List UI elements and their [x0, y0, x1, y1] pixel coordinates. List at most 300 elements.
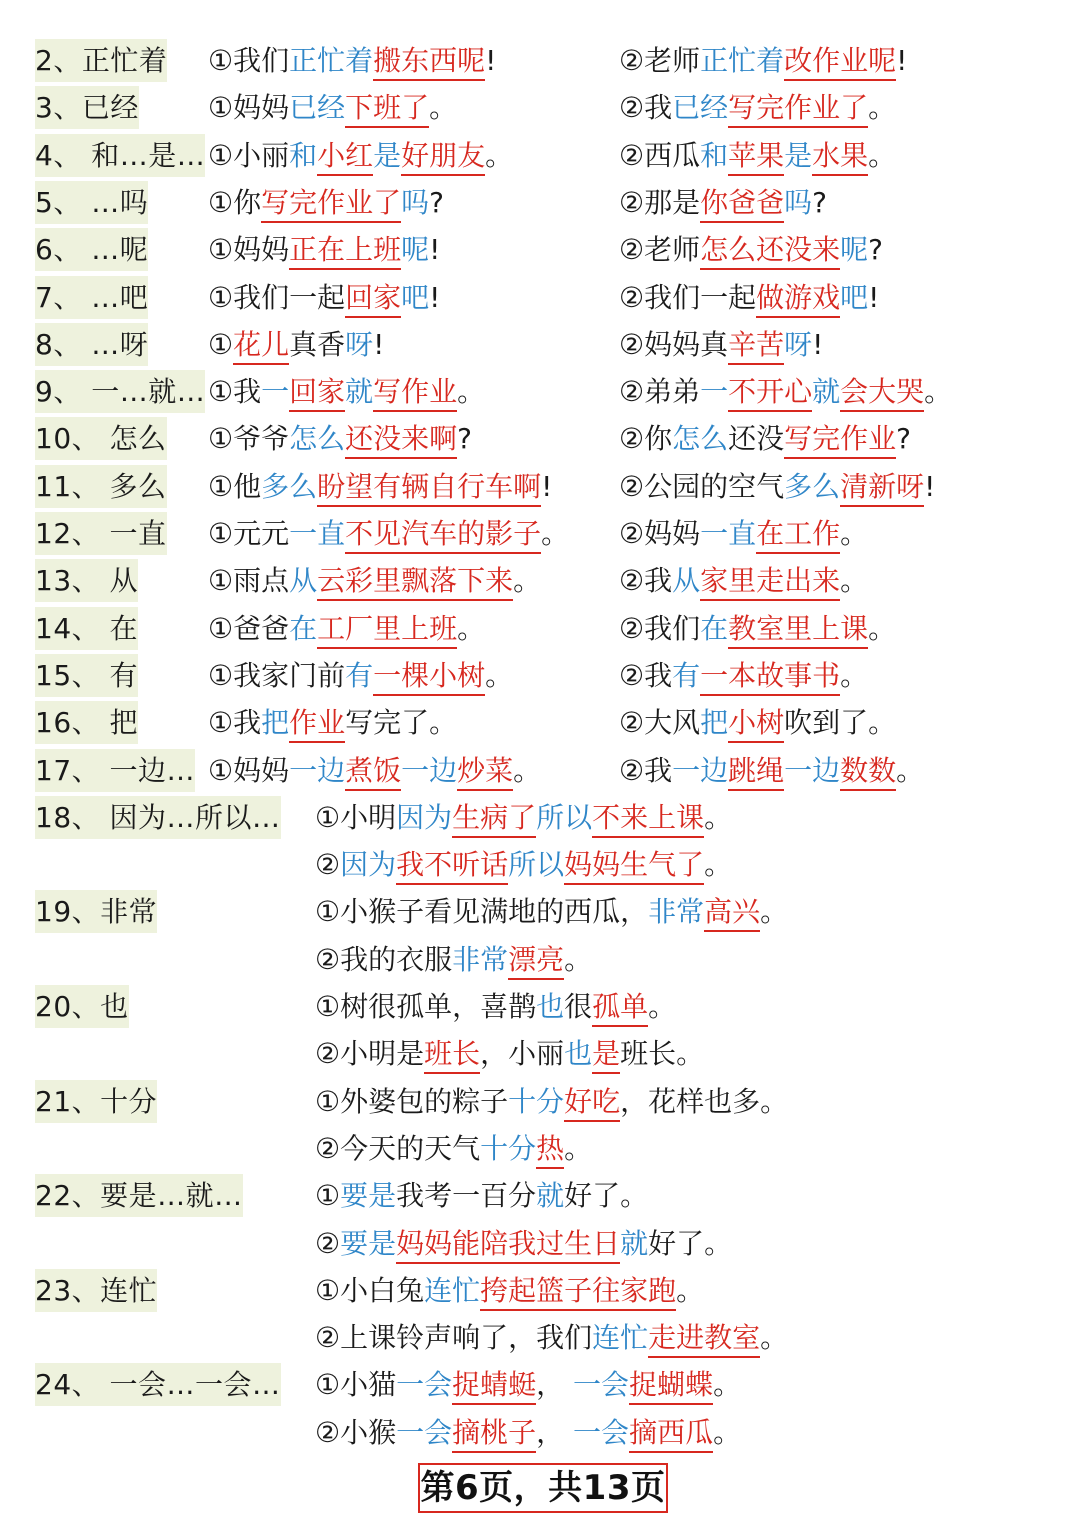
sentence-row: [0, 179, 1080, 226]
plain-text: ①雨点: [208, 564, 290, 598]
keyword-text: 所以: [508, 848, 565, 882]
plain-text: !: [924, 469, 936, 503]
plain-text: ①小白兔: [315, 1273, 425, 1307]
keyword-text: 把: [261, 706, 290, 740]
sentence-row: [0, 605, 1080, 652]
sentence-row: [0, 557, 1080, 604]
keyword-text: 从: [672, 564, 701, 598]
example-sentence: [315, 1314, 788, 1361]
keyword-text: 吗: [784, 185, 813, 219]
keyword-text: 是: [373, 138, 402, 172]
underlined-phrase: 家里走出来: [700, 563, 840, 601]
keyword-text: 一会: [396, 1415, 453, 1449]
example-sentence: [315, 888, 788, 935]
example-sentence: [619, 652, 868, 699]
plain-text: ②我的衣服: [315, 942, 453, 976]
plain-text: 。: [868, 91, 897, 125]
keyword-text: 在: [289, 611, 318, 645]
plain-text: ①妈妈: [208, 91, 290, 125]
keyword-text: 正忙着: [700, 44, 785, 77]
plain-text: ②小猴: [315, 1415, 397, 1449]
plain-text: ，花样也多。: [620, 1084, 789, 1118]
keyword-text: 一边: [784, 753, 841, 787]
plain-text: !: [429, 233, 441, 267]
example-sentence: [619, 415, 911, 462]
underlined-phrase: 写完作业了: [728, 90, 868, 128]
example-sentence: [208, 321, 384, 368]
example-sentence: [315, 1172, 648, 1219]
keyword-text: 一: [700, 375, 729, 409]
sentence-row: [0, 747, 1080, 794]
plain-text: ②老师: [619, 233, 701, 267]
keyword-text: 多么: [784, 469, 841, 503]
example-sentence: [315, 1361, 741, 1408]
plain-text: ②妈妈真: [619, 327, 729, 361]
plain-text: ②: [315, 1226, 341, 1260]
underlined-phrase: 妈妈生气了: [564, 847, 704, 885]
example-sentence: [315, 1409, 741, 1456]
example-sentence: [619, 699, 896, 746]
keyword-text: 也: [564, 1037, 593, 1071]
plain-text: 。: [868, 611, 897, 645]
sentence-row: [0, 1078, 1080, 1125]
plain-text: ②你: [619, 422, 673, 456]
underlined-phrase: 在工作: [756, 516, 840, 554]
example-sentence: [208, 274, 440, 321]
plain-text: ①爷爷: [208, 422, 290, 456]
underlined-phrase: 写作业: [373, 374, 457, 412]
underlined-phrase: 捉蝴蝶: [629, 1367, 713, 1405]
underlined-phrase: 会大哭: [840, 374, 924, 412]
keyword-text: 一边: [289, 753, 346, 787]
underlined-phrase: 一本故事书: [700, 658, 840, 696]
plain-text: !: [429, 280, 441, 314]
plain-text: 还没: [728, 422, 785, 456]
underlined-phrase: 云彩里飘落下来: [317, 563, 513, 601]
keyword-text: 呀: [784, 327, 813, 361]
term-label: 20、也: [35, 985, 129, 1028]
keyword-text: 已经: [289, 91, 346, 125]
plain-text: 好了。: [564, 1179, 649, 1213]
sentence-row: [0, 132, 1080, 179]
example-sentence: [208, 747, 541, 794]
example-sentence: [208, 510, 569, 557]
term-label: 8、 …呀: [35, 323, 148, 366]
example-sentence: [619, 274, 879, 321]
underlined-phrase: 挎起篮子往家跑: [480, 1273, 676, 1311]
keyword-text: 从: [289, 564, 318, 598]
sentence-row: [0, 983, 1080, 1030]
sentence-row: [0, 37, 1080, 84]
example-sentence: [315, 1030, 704, 1077]
plain-text: ①元元: [208, 517, 290, 550]
underlined-phrase: 不开心: [728, 374, 812, 412]
keyword-text: 吧: [401, 280, 430, 314]
plain-text: ①外婆包的粽子: [315, 1084, 509, 1118]
plain-text: 很: [564, 990, 593, 1023]
sentence-row: [0, 794, 1080, 841]
plain-text: ②我: [619, 658, 673, 692]
keyword-text: 把: [700, 706, 729, 740]
example-sentence: [315, 794, 732, 841]
underlined-phrase: 正在上班: [289, 232, 401, 270]
example-sentence: [208, 84, 457, 131]
example-sentence: [315, 1267, 704, 1314]
underlined-phrase: 写完作业: [784, 421, 896, 459]
example-sentence: [208, 132, 513, 179]
plain-text: ②我们一起: [619, 280, 757, 314]
underlined-phrase: 作业: [289, 705, 345, 743]
keyword-text: 正忙着: [289, 44, 374, 77]
plain-text: !: [541, 469, 553, 503]
keyword-text: 一会: [573, 1368, 630, 1402]
sentence-row: [0, 841, 1080, 888]
keyword-text: 一边: [672, 753, 729, 787]
underlined-phrase: 漂亮: [508, 942, 564, 980]
term-label: 24、 一会…一会…: [35, 1363, 281, 1406]
example-sentence: [315, 983, 676, 1030]
keyword-text: 十分: [508, 1084, 565, 1118]
plain-text: 。: [713, 1415, 742, 1449]
plain-text: 。: [704, 800, 733, 834]
plain-text: 。: [564, 942, 593, 976]
term-label: 22、要是…就…: [35, 1174, 243, 1217]
plain-text: 真香: [289, 327, 346, 361]
plain-text: 。: [513, 753, 542, 787]
term-label: 13、 从: [35, 559, 138, 602]
sentence-row: [0, 510, 1080, 557]
plain-text: ②西瓜: [619, 138, 701, 172]
underlined-phrase: 小红: [317, 138, 373, 176]
term-label: 5、 …吗: [35, 181, 148, 224]
example-sentence: [208, 368, 485, 415]
underlined-phrase: 好吃: [564, 1084, 620, 1122]
underlined-phrase: 孤单: [592, 989, 648, 1027]
plain-text: ?: [868, 233, 884, 267]
plain-text: ①妈妈: [208, 233, 290, 267]
underlined-phrase: 苹果: [728, 138, 784, 176]
plain-text: ①他: [208, 469, 262, 503]
underlined-phrase: 生病了: [452, 800, 536, 838]
plain-text: ②我: [619, 564, 673, 598]
underlined-phrase: 你爸爸: [700, 185, 784, 223]
plain-text: ?: [896, 422, 912, 456]
example-sentence: [208, 37, 496, 84]
example-sentence: [208, 652, 513, 699]
keyword-text: 就: [345, 375, 374, 409]
example-sentence: [619, 747, 924, 794]
term-label: 10、 怎么: [35, 417, 167, 460]
example-sentence: [208, 179, 444, 226]
page-number-box: 第6页，共13页: [418, 1463, 668, 1513]
keyword-text: 怎么: [289, 422, 346, 456]
underlined-phrase: 不来上课: [592, 800, 704, 838]
plain-text: !: [812, 327, 824, 361]
plain-text: ①妈妈: [208, 753, 290, 787]
keyword-text: 非常: [452, 942, 509, 976]
plain-text: ①树很孤单，喜鹊: [315, 990, 537, 1023]
sentence-row: [0, 888, 1080, 935]
example-sentence: [315, 841, 732, 888]
example-sentence: [208, 226, 440, 273]
sentence-row: [0, 699, 1080, 746]
term-label: 18、 因为…所以…: [35, 796, 281, 839]
plain-text: 。: [485, 658, 514, 692]
underlined-phrase: 搬东西呢: [373, 43, 485, 81]
example-sentence: [315, 1220, 732, 1267]
underlined-phrase: 一棵小树: [373, 658, 485, 696]
underlined-phrase: 走进教室: [648, 1320, 760, 1358]
plain-text: 。: [676, 1273, 705, 1307]
term-label: 16、 把: [35, 701, 138, 744]
plain-text: 。: [840, 564, 869, 598]
plain-text: ①小猫: [315, 1368, 397, 1402]
plain-text: ①: [208, 327, 234, 361]
underlined-phrase: 怎么还没来: [700, 232, 840, 270]
keyword-text: 和: [289, 138, 318, 172]
underlined-phrase: 教室里上课: [728, 611, 868, 649]
plain-text: ②上课铃声响了，我们: [315, 1321, 593, 1355]
keyword-text: 连忙: [592, 1321, 649, 1355]
plain-text: ②我: [619, 91, 673, 125]
keyword-text: 连忙: [424, 1273, 481, 1307]
example-sentence: [619, 557, 868, 604]
plain-text: ②那是: [619, 185, 701, 219]
plain-text: 吹到了。: [784, 706, 897, 740]
keyword-text: 多么: [261, 469, 318, 503]
sentence-row: [0, 1314, 1080, 1361]
example-sentence: [208, 699, 457, 746]
keyword-text: 就: [620, 1226, 649, 1260]
plain-text: 。: [924, 375, 953, 409]
underlined-phrase: 写完作业了: [261, 185, 401, 223]
underlined-phrase: 摘西瓜: [629, 1415, 713, 1453]
sentence-row: [0, 1030, 1080, 1077]
keyword-text: 有: [345, 658, 374, 692]
plain-text: !: [868, 280, 880, 314]
sentence-row: [0, 1220, 1080, 1267]
plain-text: !: [485, 44, 497, 77]
plain-text: ，小丽: [480, 1037, 565, 1071]
plain-text: ①你: [208, 185, 262, 219]
plain-text: 写完了。: [345, 706, 458, 740]
underlined-phrase: 数数: [840, 753, 896, 791]
plain-text: ，: [536, 1368, 574, 1402]
keyword-text: 吧: [840, 280, 869, 314]
plain-text: ①我们一起: [208, 280, 346, 314]
plain-text: ②公园的空气: [619, 469, 785, 503]
example-sentence: [619, 368, 952, 415]
example-sentence: [208, 557, 541, 604]
underlined-phrase: 回家: [345, 280, 401, 318]
plain-text: 。: [457, 611, 486, 645]
sentence-row: [0, 84, 1080, 131]
term-label: 15、 有: [35, 654, 138, 697]
keyword-text: 要是: [340, 1179, 397, 1213]
plain-text: 班长。: [620, 1037, 705, 1071]
sentence-row: [0, 226, 1080, 273]
example-sentence: [208, 415, 472, 462]
underlined-phrase: 清新呀: [840, 469, 924, 507]
keyword-text: 十分: [480, 1131, 537, 1165]
keyword-text: 已经: [672, 91, 729, 125]
keyword-text: 一: [261, 375, 290, 409]
plain-text: ②老师: [619, 44, 701, 77]
example-sentence: [619, 179, 827, 226]
plain-text: ?: [429, 185, 445, 219]
underlined-phrase: 下班了: [345, 90, 429, 128]
plain-text: 。: [760, 895, 789, 929]
plain-text: 。: [840, 658, 869, 692]
plain-text: ①小猴子看见满地的西瓜，: [315, 895, 649, 929]
keyword-text: 吗: [401, 185, 430, 219]
keyword-text: 怎么: [672, 422, 729, 456]
plain-text: ①小丽: [208, 138, 290, 172]
plain-text: 。: [760, 1321, 789, 1355]
keyword-text: 呢: [401, 233, 430, 267]
plain-text: 。: [429, 91, 458, 125]
keyword-text: 和: [700, 138, 729, 172]
underlined-phrase: 热: [536, 1131, 564, 1169]
underlined-phrase: 妈妈能陪我过生日: [396, 1226, 620, 1264]
plain-text: ②我们: [619, 611, 701, 645]
underlined-phrase: 我不听话: [396, 847, 508, 885]
keyword-text: 要是: [340, 1226, 397, 1260]
keyword-text: 就: [536, 1179, 565, 1213]
sentence-row: [0, 936, 1080, 983]
plain-text: ②小明是: [315, 1037, 425, 1071]
plain-text: 。: [541, 517, 570, 550]
example-sentence: [315, 1125, 592, 1172]
term-label: 14、 在: [35, 607, 138, 650]
underlined-phrase: 炒菜: [457, 753, 513, 791]
underlined-phrase: 做游戏: [756, 280, 840, 318]
keyword-text: 一直: [289, 517, 346, 550]
term-label: 9、 一…就…: [35, 370, 205, 413]
example-sentence: [208, 463, 552, 510]
example-sentence: [315, 1078, 788, 1125]
plain-text: 。: [896, 753, 925, 787]
keyword-text: 因为: [340, 848, 397, 882]
plain-text: 。: [513, 564, 542, 598]
term-label: 11、 多么: [35, 465, 167, 508]
example-sentence: [619, 605, 896, 652]
keyword-text: 一直: [700, 517, 757, 550]
underlined-phrase: 是: [592, 1036, 620, 1074]
keyword-text: 也: [536, 990, 565, 1023]
underlined-phrase: 盼望有辆自行车啊: [317, 469, 541, 507]
plain-text: ①: [315, 1179, 341, 1213]
sentence-row: [0, 368, 1080, 415]
sentence-row: [0, 274, 1080, 321]
sentence-row: [0, 1361, 1080, 1408]
plain-text: !: [373, 327, 385, 361]
plain-text: 。: [704, 848, 733, 882]
plain-text: 。: [485, 138, 514, 172]
example-sentence: [315, 936, 592, 983]
underlined-phrase: 小树: [728, 705, 784, 743]
plain-text: 。: [713, 1368, 742, 1402]
plain-text: ②: [315, 848, 341, 882]
underlined-phrase: 捉蜻蜓: [452, 1367, 536, 1405]
example-sentence: [619, 463, 935, 510]
keyword-text: 就: [812, 375, 841, 409]
plain-text: ②我: [619, 753, 673, 787]
plain-text: ①爸爸: [208, 611, 290, 645]
keyword-text: 一会: [396, 1368, 453, 1402]
plain-text: 。: [840, 517, 869, 550]
underlined-phrase: 摘桃子: [452, 1415, 536, 1453]
underlined-phrase: 高兴: [704, 894, 760, 932]
plain-text: ?: [812, 185, 828, 219]
term-label: 21、十分: [35, 1080, 157, 1123]
underlined-phrase: 班长: [424, 1036, 480, 1074]
sentence-row: [0, 1267, 1080, 1314]
underlined-phrase: 煮饭: [345, 753, 401, 791]
plain-text: ②今天的天气: [315, 1131, 481, 1165]
keyword-text: 是: [784, 138, 813, 172]
term-label: 4、 和…是…: [35, 134, 205, 177]
underlined-phrase: 还没来啊: [345, 421, 457, 459]
sentence-row: [0, 1125, 1080, 1172]
plain-text: 。: [457, 375, 486, 409]
sentence-row: [0, 463, 1080, 510]
plain-text: ①我: [208, 375, 262, 409]
term-label: 17、 一边…: [35, 749, 195, 792]
term-label: 7、 …吧: [35, 276, 148, 319]
plain-text: ①我家门前: [208, 658, 346, 692]
plain-text: !: [896, 44, 908, 77]
keyword-text: 有: [672, 658, 701, 692]
underlined-phrase: 工厂里上班: [317, 611, 457, 649]
keyword-text: 因为: [396, 800, 453, 834]
term-label: 23、连忙: [35, 1269, 157, 1312]
plain-text: ?: [457, 422, 473, 456]
sentence-row: [0, 415, 1080, 462]
plain-text: ①我们: [208, 44, 290, 77]
keyword-text: 一边: [401, 753, 458, 787]
underlined-phrase: 好朋友: [401, 138, 485, 176]
plain-text: 好了。: [648, 1226, 733, 1260]
plain-text: 。: [648, 990, 677, 1023]
underlined-phrase: 花儿: [233, 327, 289, 365]
term-label: 12、 一直: [35, 512, 167, 555]
sentence-row: [0, 1172, 1080, 1219]
plain-text: 。: [868, 138, 897, 172]
term-label: 2、正忙着: [35, 39, 167, 82]
example-sentence: [619, 37, 907, 84]
term-label: 19、非常: [35, 890, 157, 933]
keyword-text: 呀: [345, 327, 374, 361]
plain-text: ，: [536, 1415, 574, 1449]
term-label: 6、 …呢: [35, 228, 148, 271]
plain-text: ②弟弟: [619, 375, 701, 409]
plain-text: ①我: [208, 706, 262, 740]
keyword-text: 在: [700, 611, 729, 645]
sentence-row: [0, 1409, 1080, 1456]
underlined-phrase: 辛苦: [728, 327, 784, 365]
keyword-text: 呢: [840, 233, 869, 267]
plain-text: ②妈妈: [619, 517, 701, 550]
plain-text: ②大风: [619, 706, 701, 740]
plain-text: 。: [564, 1131, 593, 1165]
keyword-text: 所以: [536, 800, 593, 834]
term-label: 3、已经: [35, 86, 139, 129]
underlined-phrase: 改作业呢: [784, 43, 896, 81]
example-sentence: [619, 226, 883, 273]
underlined-phrase: 不见汽车的影子: [345, 516, 541, 554]
plain-text: ①小明: [315, 800, 397, 834]
